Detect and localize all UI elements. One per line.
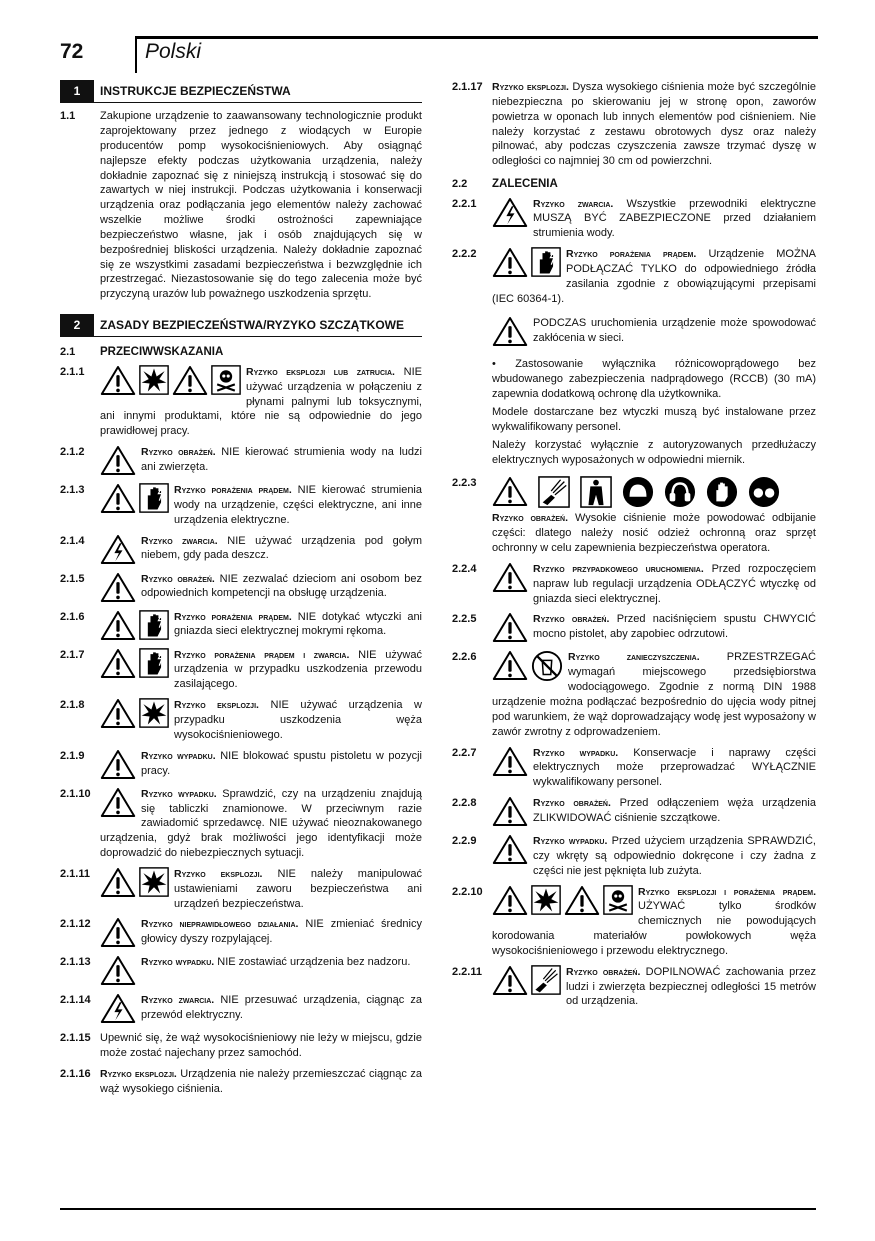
electric-hand-icon (139, 610, 169, 640)
item-number: 2.2.1 (452, 197, 477, 210)
section-number: 2 (60, 314, 94, 337)
item-text: Zakupione urządzenie to zaawansowany technologicznie produkt zaprojektowany przez jednego z wiodących w Europie producentów pomp wysokociśnieniowych. Aby osiągnąć najlepsze efekty podczas użytkowania urządzenia, należy dokładnie zapoznać się z niniejszą instrukcją i stosować się do zawartych w niej instrukcji. Podczas użytkowania i konserwacji urządzenia oraz podłączania jego elementów należy zachować wszelkie możliwe środki ostrożności zapewniające bezpieczeństwo własne, jak i osób znajdujących się w bezpośredniej bliskości urządzenia. Należy dokładnie zapoznać się ze wszystkimi zasadami bezpieczeństwa i bezwzględnie ich przestrzegać. Niezastosowanie się do tego zalecenia może być przyczyną urazów lub poważnego uszkodzenia sprzętu. (100, 110, 422, 301)
warning-triangle-icon (564, 885, 600, 916)
risk-label: Ryzyko porażenia prądem i zwarcia. (174, 648, 350, 661)
electric-hand-icon (139, 648, 169, 678)
item-text: UŻYWAĆ tylko środków chemicznych nie powodujących korodowania materiałów powłokowych węża wysokociśnieniowego i przewodu elektrycznego. (492, 900, 816, 957)
list-item (60, 109, 422, 302)
list-item (60, 867, 422, 912)
list-item (452, 612, 816, 644)
risk-label: Ryzyko nieprawidłowego działania. (141, 918, 299, 931)
item-text: NIE używać urządzenia w przypadku uszkodzenia węża wysokociśnieniowego. (174, 699, 423, 741)
rcd-paragraph: • Zastosowanie wyłącznika różnicowoprądowego bez wbudowanego zabezpieczenia nadprądowego (RCCB) (30 mA) zapewnia dodatkową ochronę dla użytkownika. (492, 358, 816, 401)
hazard-icons (100, 445, 136, 476)
hazard-icons (492, 562, 528, 593)
risk-label: Ryzyko wypadku. (533, 746, 619, 759)
item-number: 2.2.7 (452, 746, 477, 759)
list-item (60, 572, 422, 604)
item-text: Dysza wysokiego ciśnienia może być szczególnie niebezpieczna po skierowaniu jej w stronę opon, zaworów powietrza w oponach lub innych elementów pod ciśnieniem. Nie należy korzystać z zestawu obrotowych dysz oraz należy pilnować, aby podczas czyszczenia zawsze trzymać dyszę w odległości co najmniej 30 cm od powierzchni. (492, 81, 816, 168)
warning-triangle-icon (100, 787, 136, 818)
warning-triangle-icon (100, 749, 136, 780)
electric-triangle-icon (492, 197, 528, 228)
item-number: 2.1.8 (60, 699, 85, 712)
list-item (452, 247, 816, 306)
item-number: 2.2.5 (452, 613, 477, 626)
hazard-icons (492, 746, 528, 777)
section-title: ZASADY BEZPIECZEŃSTWA/RYZYKO SZCZĄTKOWE (94, 314, 422, 337)
risk-label: Ryzyko zwarcia. (533, 197, 614, 210)
risk-label: Ryzyko wypadku. (141, 956, 215, 969)
item-text: Sprawdzić, czy na urządzeniu znajdują się tabliczki znamionowe. W przeciwnym razie zawiadomić sprzedawcę. NIE używać nieoznakowanego urządzenia, gdyż brak możliwości jego identyfikacji może doprowadzić do niebezpiecznych sytuacji. (100, 787, 422, 860)
hazard-icons (492, 885, 633, 916)
risk-label: Ryzyko porażenia prądem. (174, 484, 292, 497)
risk-label: Ryzyko eksplozji i porażenia prądem. (638, 885, 816, 898)
water-jet-injury-icon (531, 965, 561, 995)
hazard-icons (492, 612, 528, 643)
risk-label: Ryzyko porażenia prądem. (174, 610, 292, 623)
item-text: Przed użyciem urządzenia SPRAWDZIĆ, czy wkręty są odpowiednio dokręcone i czy żadna z części nie jest pęknięta lub zużyta. (533, 835, 816, 877)
list-item (452, 834, 816, 879)
warning-triangle-icon (100, 483, 136, 514)
item-number: 2.2.10 (452, 885, 483, 898)
rcd-paragraph: Modele dostarczane bez wtyczki muszą być instalowane przez wykwalifikowany personel. (492, 406, 816, 433)
explosion-icon (139, 867, 169, 897)
warning-triangle-icon (100, 610, 136, 641)
goggles-icon (748, 476, 780, 508)
list-item (60, 648, 422, 693)
section-2-heading (60, 314, 422, 337)
risk-label: Ryzyko obrażeń. (533, 797, 611, 810)
list-item (60, 445, 422, 477)
gloves-icon (706, 476, 738, 508)
item-number: 2.1.9 (60, 749, 85, 762)
risk-label: Ryzyko wypadku. (533, 835, 608, 848)
risk-label: Ryzyko eksplozji. (174, 867, 263, 880)
list-item (452, 885, 816, 959)
hazard-icons (492, 834, 528, 865)
list-item (60, 534, 422, 566)
hazard-icons (100, 787, 136, 818)
warning-triangle-icon (492, 562, 528, 593)
item-text: NIE blokować spustu pistoletu w pozycji pracy. (141, 749, 422, 777)
item-number (452, 316, 492, 348)
electric-hand-icon (531, 247, 561, 277)
item-number: 2.1.12 (60, 918, 91, 931)
warning-triangle-icon (100, 955, 136, 986)
list-item (60, 787, 422, 861)
risk-label: Ryzyko zwarcia. (141, 994, 215, 1007)
item-text: NIE zmieniać średnicy głowicy dyszy rozpylającej. (141, 918, 422, 946)
hazard-icons (100, 572, 136, 603)
list-item (452, 354, 816, 470)
list-item (452, 796, 816, 828)
subsection-2-2-heading (452, 177, 816, 193)
explosion-icon (531, 885, 561, 915)
left-column (60, 80, 422, 1103)
risk-label: Ryzyko obrażeń. (141, 572, 215, 585)
item-text: Wysokie ciśnienie może powodować odbijanie części: dlatego należy nosić odzież ochronną oraz sprzęt ochronny w celu zapewnienia bezpieczeństwa operatora. (492, 512, 816, 555)
item-number: 2.1.10 (60, 787, 91, 800)
item-text: Konserwacje i naprawy części elektrycznych może przeprowadzać WYŁĄCZNIE wykwalifikowany personel. (533, 746, 816, 789)
hazard-icons (492, 650, 563, 682)
hazard-icons (100, 483, 169, 514)
item-number: 2.1.16 (60, 1068, 91, 1081)
risk-label: Ryzyko obrażeń. (566, 965, 641, 978)
item-number: 2.2.8 (452, 797, 477, 810)
hazard-icons (492, 796, 528, 827)
item-number: 2.1.4 (60, 534, 85, 547)
hazard-icons (100, 955, 136, 986)
projectile-icon (538, 476, 570, 508)
warning-triangle-icon (492, 650, 528, 681)
warning-triangle-icon (100, 917, 136, 948)
list-item (452, 650, 816, 739)
item-number: 2.1.15 (60, 1032, 91, 1045)
risk-label: Ryzyko eksplozji. (492, 81, 569, 93)
warning-triangle-icon (100, 648, 136, 679)
warning-triangle-icon (100, 365, 136, 396)
risk-label: Ryzyko wypadku. (141, 787, 217, 800)
risk-label: Ryzyko zwarcia. (141, 534, 218, 547)
warning-triangle-icon (100, 572, 136, 603)
subsection-title: PRZECIWWSKAZANIA (100, 346, 224, 359)
rcd-paragraph: Należy korzystać wyłącznie z autoryzowanych przedłużaczy elektrycznych wyposażonych w odpowiedni miernik. (492, 438, 816, 466)
item-number: 2.1.6 (60, 610, 85, 623)
hazard-icons (100, 610, 169, 641)
list-item (60, 365, 422, 439)
electric-triangle-icon (100, 534, 136, 565)
item-text: Urządzenie MOŻNA PODŁĄCZAĆ TYLKO do odpowiedniego źródła zasilania zgodnie z obowiązującymi przepisami (IEC 60364-1). (492, 248, 816, 305)
item-text: DOPILNOWAĆ zachowania przez ludzi i zwierzęta bezpiecznej odległości 15 metrów od urządzenia. (566, 965, 816, 1008)
item-number: 2.2.9 (452, 835, 477, 848)
hazard-icons (100, 993, 136, 1024)
item-number: 2.1.13 (60, 956, 91, 969)
warning-triangle-icon (492, 746, 528, 777)
item-number: 2.2.3 (452, 477, 477, 490)
section-title: INSTRUKCJE BEZPIECZEŃSTWA (94, 80, 422, 103)
ppe-icons (492, 476, 816, 508)
item-text: PODCZAS uruchomienia urządzenie może spowodować zakłócenia w sieci. (533, 317, 816, 345)
list-item (60, 610, 422, 642)
hazard-icons (100, 917, 136, 948)
item-number: 2.1.14 (60, 994, 91, 1007)
list-item (60, 955, 422, 987)
warning-triangle-icon (492, 965, 528, 996)
warning-triangle-icon (492, 247, 528, 278)
risk-label: Ryzyko obrażeń. (492, 512, 569, 525)
list-item (452, 746, 816, 791)
list-item (60, 698, 422, 743)
hazard-icons (100, 365, 241, 396)
list-item (60, 483, 422, 528)
warning-triangle-icon (492, 316, 528, 347)
ear-protection-icon (664, 476, 696, 508)
risk-label: Ryzyko eksplozji. (100, 1068, 177, 1081)
item-number: 2.2.2 (452, 248, 477, 261)
risk-label: Ryzyko przypadkowego uruchomienia. (533, 562, 704, 575)
explosion-icon (139, 698, 169, 728)
item-text: NIE przesuwać urządzenia, ciągnąc za przewód elektryczny. (141, 994, 422, 1022)
list-item (60, 917, 422, 949)
warning-triangle-icon (100, 698, 136, 729)
warning-triangle-icon (492, 612, 528, 643)
item-number: 2.2.4 (452, 562, 477, 575)
item-number: 2.2.11 (452, 965, 482, 978)
risk-label: Ryzyko eksplozji lub zatrucia. (246, 365, 395, 378)
list-item (60, 1067, 422, 1097)
item-text: NIE kierować strumienia wody na ludzi ani zwierzęta. (141, 446, 422, 473)
electric-hand-icon (139, 483, 169, 513)
list-item (452, 562, 816, 607)
item-number: 2.2.6 (452, 651, 477, 664)
list-item (452, 80, 816, 169)
subsection-2-1-heading (60, 345, 422, 361)
electric-triangle-icon (100, 993, 136, 1024)
item-text: NIE zezwalać dzieciom ani osobom bez odpowiednich kompetencji na obsługę urządzenia. (141, 572, 422, 600)
explosion-icon (139, 365, 169, 395)
section-1-heading (60, 80, 422, 103)
list-item (452, 476, 816, 556)
item-text: NIE należy manipulować ustawieniami zaworu bezpieczeństwa ani urządzeń bezpieczeństwa. (174, 867, 422, 910)
risk-label: Ryzyko zanieczyszczenia. (568, 651, 700, 664)
item-number: 2.1.1 (60, 365, 85, 378)
hazard-icons (492, 197, 528, 228)
warning-triangle-icon (492, 834, 528, 865)
risk-label: Ryzyko porażenia prądem. (566, 248, 697, 261)
item-text: NIE używać urządzenia w połączeniu z płynami palnymi lub toksycznymi, ani innymi produktami, które nie są odpowiednie do jego prawidłowej pracy. (100, 365, 422, 438)
protective-suit-icon (580, 476, 612, 508)
item-number: 2.1.11 (60, 867, 90, 880)
helmet-icon (622, 476, 654, 508)
hazard-icons (492, 965, 561, 996)
item-number: 2.1.3 (60, 484, 85, 497)
list-item (60, 1031, 422, 1061)
risk-label: Ryzyko obrażeń. (533, 613, 610, 626)
no-drinking-water-icon (531, 650, 563, 682)
hazard-icons (100, 749, 136, 780)
item-text: NIE zostawiać urządzenia bez nadzoru. (214, 956, 411, 969)
header-rule (135, 36, 818, 73)
warning-triangle-icon (100, 445, 136, 476)
hazard-icons (100, 648, 169, 679)
list-item (60, 993, 422, 1025)
hazard-icons (100, 867, 169, 898)
item-number: 2.1.5 (60, 572, 85, 585)
list-item (452, 197, 816, 242)
right-column (452, 80, 816, 1015)
item-number: 2.1.17 (452, 81, 483, 93)
list-item (60, 749, 422, 781)
page-language-title: Polski (145, 40, 202, 63)
subsection-title: ZALECENIA (492, 178, 558, 191)
item-text: Upewnić się, że wąż wysokociśnieniowy nie leży w miejscu, gdzie może zostać najechany przez samochód. (100, 1032, 422, 1060)
toxic-skull-icon (603, 885, 633, 915)
item-text: Przed naciśnięciem spustu CHWYCIĆ mocno pistolet, aby zapobiec odrzutowi. (533, 613, 816, 641)
warning-triangle-icon (492, 796, 528, 827)
hazard-icons (492, 316, 528, 347)
item-text: Wszystkie przewodniki elektryczne MUSZĄ BYĆ ZABEZPIECZONE przed działaniem strumienia wody. (533, 197, 816, 240)
hazard-icons (100, 698, 169, 729)
subsection-number: 2.1 (60, 346, 76, 359)
item-text: Przed rozpoczęciem napraw lub regulacji urządzenia ODŁĄCZYĆ wtyczkę od gniazda sieci elektrycznej. (533, 562, 816, 605)
item-text: NIE kierować strumienia wody na urządzenie, części elektryczne, ani inne urządzenia elektryczne. (174, 484, 422, 526)
item-number: 1.1 (60, 110, 76, 123)
subsection-number: 2.2 (452, 178, 468, 191)
section-number: 1 (60, 80, 94, 103)
warning-triangle-icon (492, 476, 528, 507)
list-item (452, 965, 816, 1010)
item-text: NIE używać urządzenia pod gołym niebem, gdy pada deszcz. (141, 534, 422, 562)
risk-label: Ryzyko obrażeń. (141, 446, 216, 459)
item-text: NIE dotykać wtyczki ani gniazda sieci elektrycznej mokrymi rękoma. (174, 610, 422, 638)
warning-triangle-icon (172, 365, 208, 396)
risk-label: Ryzyko eksplozji. (174, 699, 259, 712)
item-text: Urządzenia nie należy przemieszczać ciągnąc za wąż wysokiego ciśnienia. (100, 1068, 422, 1095)
risk-label: Ryzyko wypadku. (141, 749, 216, 762)
footer-rule (60, 1208, 816, 1210)
warning-triangle-icon (492, 885, 528, 916)
hazard-icons (100, 534, 136, 565)
toxic-skull-icon (211, 365, 241, 395)
item-text: PRZESTRZEGAĆ wymagań miejscowego przedsiębiorstwa wodociągowego. Zgodnie z normą DIN 1988 urządzenie można podłączać bezpośrednio do ujęcia wody pitnej pod warunkiem, że wąż doprowadzający wodę jest wyposażony w zawór zwrotny z odprowadzeniem. (492, 651, 816, 738)
item-text: Przed odłączeniem węża urządzenia ZLIKWIDOWAĆ ciśnienie szczątkowe. (533, 797, 816, 824)
item-number: 2.1.7 (60, 648, 85, 661)
list-item (452, 316, 816, 348)
hazard-icons (492, 247, 561, 278)
item-number: 2.1.2 (60, 446, 85, 459)
item-text: NIE używać urządzenia w przypadku uszkodzenia przewodu zasilającego. (174, 648, 422, 691)
warning-triangle-icon (100, 867, 136, 898)
page-number: 72 (60, 40, 84, 63)
